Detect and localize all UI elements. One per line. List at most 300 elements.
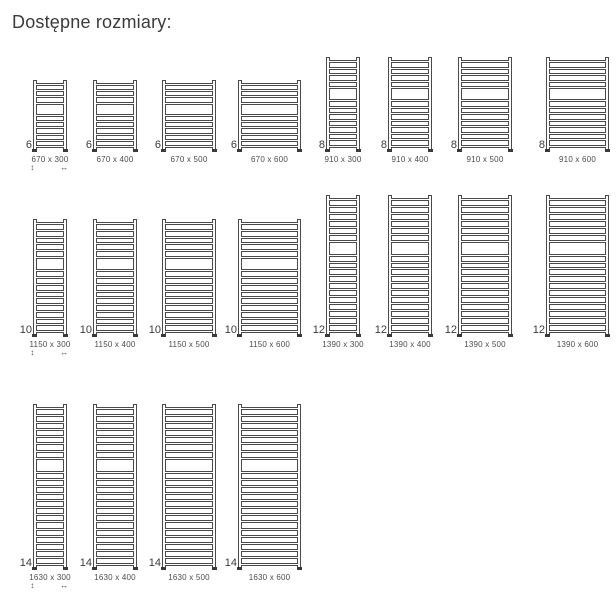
radiator-rung [329,67,357,70]
radiator-rung [96,414,134,417]
radiator-rung [36,435,64,438]
tube-count-label: 6 [25,139,32,151]
radiator-rung [461,112,509,115]
radiator-foot [133,567,138,570]
radiator-rung [96,506,134,509]
radiator-rung [391,330,429,333]
radiator-rung [36,535,64,538]
radiator-foot [387,334,392,337]
radiator-rung [549,132,606,135]
radiator-rung [165,556,213,559]
radiator-rung [165,330,213,333]
radiator-size-item [380,57,432,164]
tube-count-label: 10 [79,324,92,336]
size-label: 1390 x 500 [464,340,506,349]
radiator-rung [36,310,64,313]
radiator-rung [241,145,298,148]
radiator-foot [325,149,330,152]
radiator-rung [165,236,213,239]
size-label: 910 x 600 [559,155,596,164]
radiator-rung [329,267,357,270]
radiator-foot [237,149,242,152]
radiator-rung [549,288,606,291]
radiator-rung [36,242,64,245]
radiator-foot [428,149,433,152]
radiator-rung [165,428,213,431]
radiator-rung [391,86,429,89]
radiator-rung [36,428,64,431]
radiator-ladder-icon [93,404,137,570]
radiator-ladder-icon [238,80,301,152]
radiator-rung [241,229,298,232]
radiator-rung [241,269,298,272]
radiator-rung [241,485,298,488]
radiator-rung [96,256,134,259]
radiator-rung [241,222,298,225]
radiator-rung [96,450,134,453]
radiator-rung [461,67,509,70]
radiator-rung [165,290,213,293]
radiator-rung [96,471,134,474]
radiator-size-item [532,195,609,349]
radiator-rung [241,520,298,523]
radiator-rung [96,513,134,516]
radiator-rung [165,114,213,117]
radiator-rung [165,457,213,460]
radiator-rung [36,485,64,488]
radiator-rung [96,407,134,410]
radiator-foot [325,334,330,337]
size-label: 670 x 600 [251,155,288,164]
tube-count-label: 12 [444,324,457,336]
width-arrow-icon: ↔ [60,348,69,357]
radiator-ladder-icon [162,404,216,570]
radiator-ladder-icon [162,219,216,337]
radiator-rung [461,302,509,305]
radiator-rung [165,222,213,225]
radiator-rung [36,407,64,410]
radiator-foot [161,334,166,337]
radiator-rung [96,120,134,123]
radiator-rung [241,513,298,516]
radiator-rung [165,323,213,326]
dimension-arrows [30,349,68,357]
radiator-rung [461,261,509,264]
radiator-rung [549,261,606,264]
radiator-rung [391,219,429,222]
radiator-foot [545,334,550,337]
radiator-rung [165,549,213,552]
radiator-size-item [538,57,609,164]
radiator-rung [96,549,134,552]
radiator-ladder-icon [33,404,67,570]
radiator-rung [241,556,298,559]
size-label: 1630 x 500 [168,573,210,582]
radiator-rung [36,513,64,516]
radiator-rung [549,119,606,122]
radiator-size-item [148,404,216,582]
radiator-rung [165,421,213,424]
radiator-foot [356,149,361,152]
radiator-foot [32,149,37,152]
radiator-rung [241,549,298,552]
radiator-foot [605,334,610,337]
radiator-rung [391,198,429,201]
radiator-ladder-icon [388,195,432,337]
tube-count-label: 14 [79,557,92,569]
radiator-rung [165,535,213,538]
radiator-rung [165,102,213,105]
radiator-rung [241,133,298,136]
radiator-size-item [374,195,432,349]
radiator-rung [165,450,213,453]
radiator-rung [391,309,429,312]
radiator-rung [36,83,64,86]
radiator-foot [356,334,361,337]
radiator-rung [461,138,509,141]
tube-count-label: 8 [318,139,325,151]
radiator-rung [241,435,298,438]
radiator-rung [165,513,213,516]
radiator-rung [241,139,298,142]
radiator-size-item [25,80,69,172]
radiator-rung [549,99,606,102]
radiator-rung [461,125,509,128]
radiator-rung [461,198,509,201]
radiator-rung [96,421,134,424]
radiator-foot [212,149,217,152]
radiator-rung [329,80,357,83]
radiator-rung [36,133,64,136]
radiator-rung [165,126,213,129]
radiator-rung [391,119,429,122]
radiator-foot [387,149,392,152]
radiator-rung [241,478,298,481]
radiator-rung [391,274,429,277]
dimension-arrows [30,164,68,172]
tube-count-label: 8 [450,139,457,151]
radiator-rung [241,249,298,252]
radiator-rung [241,83,298,86]
radiator-rung [461,309,509,312]
radiator-rung [329,132,357,135]
radiator-rung [241,303,298,306]
radiator-rung [96,229,134,232]
radiator-rung [329,99,357,102]
radiator-rung [96,528,134,531]
radiator-rung [36,89,64,92]
radiator-rung [391,254,429,257]
radiator-rung [96,492,134,495]
tube-count-label: 8 [538,139,545,151]
radiator-foot [457,334,462,337]
radiator-rung [36,492,64,495]
radiator-rung [329,119,357,122]
size-label: 1630 x 300 [29,573,71,582]
page-title: Dostępne rozmiary: [12,12,172,32]
radiator-rung [36,303,64,306]
radiator-rung [241,283,298,286]
radiator-rung [329,261,357,264]
radiator-rung [391,302,429,305]
radiator-rung [391,73,429,76]
radiator-rung [36,126,64,129]
radiator-foot [212,334,217,337]
width-arrow-icon: ↔ [60,581,69,590]
radiator-rung [461,226,509,229]
radiator-rung [329,316,357,319]
radiator-rung [549,274,606,277]
radiator-foot [32,567,37,570]
radiator-rung [96,269,134,272]
radiator-rung [241,450,298,453]
radiator-rung [96,323,134,326]
radiator-rung [36,296,64,299]
radiator-rung [391,67,429,70]
radiator-rung [461,205,509,208]
radiator-rung [391,60,429,63]
radiator-rung [36,317,64,320]
radiator-rung [391,233,429,236]
radiator-rung [165,83,213,86]
radiator-rung [165,499,213,502]
radiator-rung [329,138,357,141]
radiator-rung [36,450,64,453]
radiator-rung [549,226,606,229]
radiator-rung [329,226,357,229]
radiator-rung [96,535,134,538]
radiator-rung [461,80,509,83]
width-arrow-icon: ↔ [60,163,69,172]
radiator-rung [241,95,298,98]
radiator-rung [36,478,64,481]
height-arrow-icon: ↕ [30,348,35,357]
radiator-rung [329,145,357,148]
radiator-foot [428,334,433,337]
radiator-rung [329,330,357,333]
radiator-foot [63,149,68,152]
tube-count-label: 6 [230,139,237,151]
radiator-rung [461,267,509,270]
radiator-rung [36,283,64,286]
radiator-rung [36,528,64,531]
radiator-ladder-icon [326,57,360,152]
radiator-rung [165,442,213,445]
radiator-rung [96,290,134,293]
radiator-rung [165,95,213,98]
radiator-rung [241,89,298,92]
radiator-rung [241,563,298,566]
radiator-rung [241,290,298,293]
radiator-size-item [230,80,301,164]
tube-count-label: 12 [374,324,387,336]
size-label: 670 x 300 [31,155,69,164]
radiator-rung [549,309,606,312]
radiator-foot [161,567,166,570]
radiator-rung [241,421,298,424]
radiator-rung [241,471,298,474]
radiator-rung [36,442,64,445]
radiator-size-item [224,219,301,349]
radiator-rung [36,421,64,424]
radiator-rung [96,520,134,523]
radiator-foot [133,334,138,337]
radiator-rung [96,457,134,460]
radiator-ladder-icon [458,195,512,337]
radiator-rung [391,261,429,264]
radiator-rung [391,212,429,215]
radiator-ladder-icon [238,219,301,337]
radiator-rung [165,120,213,123]
radiator-rung [549,330,606,333]
radiator-rung [329,254,357,257]
radiator-rung [36,563,64,566]
tube-count-label: 14 [148,557,161,569]
radiator-foot [32,334,37,337]
radiator-rung [391,145,429,148]
radiator-foot [508,149,513,152]
radiator-foot [92,334,97,337]
radiator-ladder-icon [546,57,609,152]
radiator-rung [165,283,213,286]
radiator-foot [237,334,242,337]
radiator-rung [241,323,298,326]
radiator-rung [549,323,606,326]
radiator-rung [36,120,64,123]
radiator-rung [549,267,606,270]
radiator-rung [96,296,134,299]
radiator-rung [329,73,357,76]
radiator-rung [329,302,357,305]
radiator-rung [96,95,134,98]
radiator-rung [391,125,429,128]
radiator-foot [63,567,68,570]
radiator-rung [96,83,134,86]
radiator-rung [461,254,509,257]
radiator-rung [329,112,357,115]
radiator-rung [96,485,134,488]
radiator-rung [36,457,64,460]
radiator-rung [461,316,509,319]
radiator-size-item [450,57,512,164]
radiator-rung [241,120,298,123]
radiator-rung [461,233,509,236]
radiator-rung [461,132,509,135]
radiator-rung [241,114,298,117]
radiator-rung [549,138,606,141]
size-label: 910 x 300 [324,155,362,164]
radiator-rung [241,102,298,105]
radiator-foot [457,149,462,152]
radiator-rung [329,288,357,291]
radiator-rung [165,528,213,531]
radiator-size-item [154,80,216,164]
height-arrow-icon: ↕ [30,163,35,172]
radiator-rung [36,330,64,333]
tube-count-label: 10 [148,324,161,336]
radiator-foot [237,567,242,570]
radiator-rung [461,86,509,89]
radiator-rung [36,222,64,225]
radiator-size-item [85,80,137,164]
radiator-rung [165,249,213,252]
radiator-rung [391,288,429,291]
radiator-rung [96,276,134,279]
radiator-rung [36,290,64,293]
radiator-rung [549,302,606,305]
radiator-foot [161,149,166,152]
radiator-rung [36,549,64,552]
radiator-rung [329,198,357,201]
radiator-rung [549,254,606,257]
tube-count-label: 14 [224,557,237,569]
radiator-rung [36,506,64,509]
radiator-rung [241,528,298,531]
tube-count-label: 10 [19,324,32,336]
radiator-rung [241,407,298,410]
radiator-rung [329,219,357,222]
radiator-rung [549,86,606,89]
radiator-rung [241,317,298,320]
size-label: 1390 x 600 [556,340,599,349]
radiator-rung [165,89,213,92]
radiator-rung [461,219,509,222]
radiator-rung [165,492,213,495]
radiator-rung [241,506,298,509]
radiator-rung [96,556,134,559]
radiator-rung [391,323,429,326]
radiator-rung [36,471,64,474]
radiator-rung [461,281,509,284]
radiator-rung [549,198,606,201]
radiator-rung [391,226,429,229]
radiator-rung [96,563,134,566]
radiator-rung [549,316,606,319]
radiator-rung [96,145,134,148]
radiator-rung [165,414,213,417]
radiator-rung [391,112,429,115]
radiator-rung [329,125,357,128]
radiator-rung [329,86,357,89]
size-label: 1150 x 300 [29,340,71,349]
radiator-rung [461,288,509,291]
radiator-rung [549,106,606,109]
radiator-rung [96,89,134,92]
radiator-rung [36,145,64,148]
size-label: 1150 x 500 [168,340,210,349]
radiator-ladder-icon [326,195,360,337]
radiator-rung [165,145,213,148]
radiator-rung [96,303,134,306]
radiator-rung [165,520,213,523]
radiator-rung [96,428,134,431]
radiator-rung [241,457,298,460]
radiator-rung [165,435,213,438]
radiator-rung [549,233,606,236]
radiator-rung [461,145,509,148]
size-label: 1630 x 600 [248,573,291,582]
radiator-rung [36,114,64,117]
radiator-rung [241,126,298,129]
radiator-size-item [318,57,362,164]
radiator-rung [241,256,298,259]
radiator-rung [36,323,64,326]
radiator-rung [461,323,509,326]
radiator-foot [92,149,97,152]
tube-count-label: 12 [312,324,325,336]
radiator-rung [549,145,606,148]
radiator-rung [241,428,298,431]
